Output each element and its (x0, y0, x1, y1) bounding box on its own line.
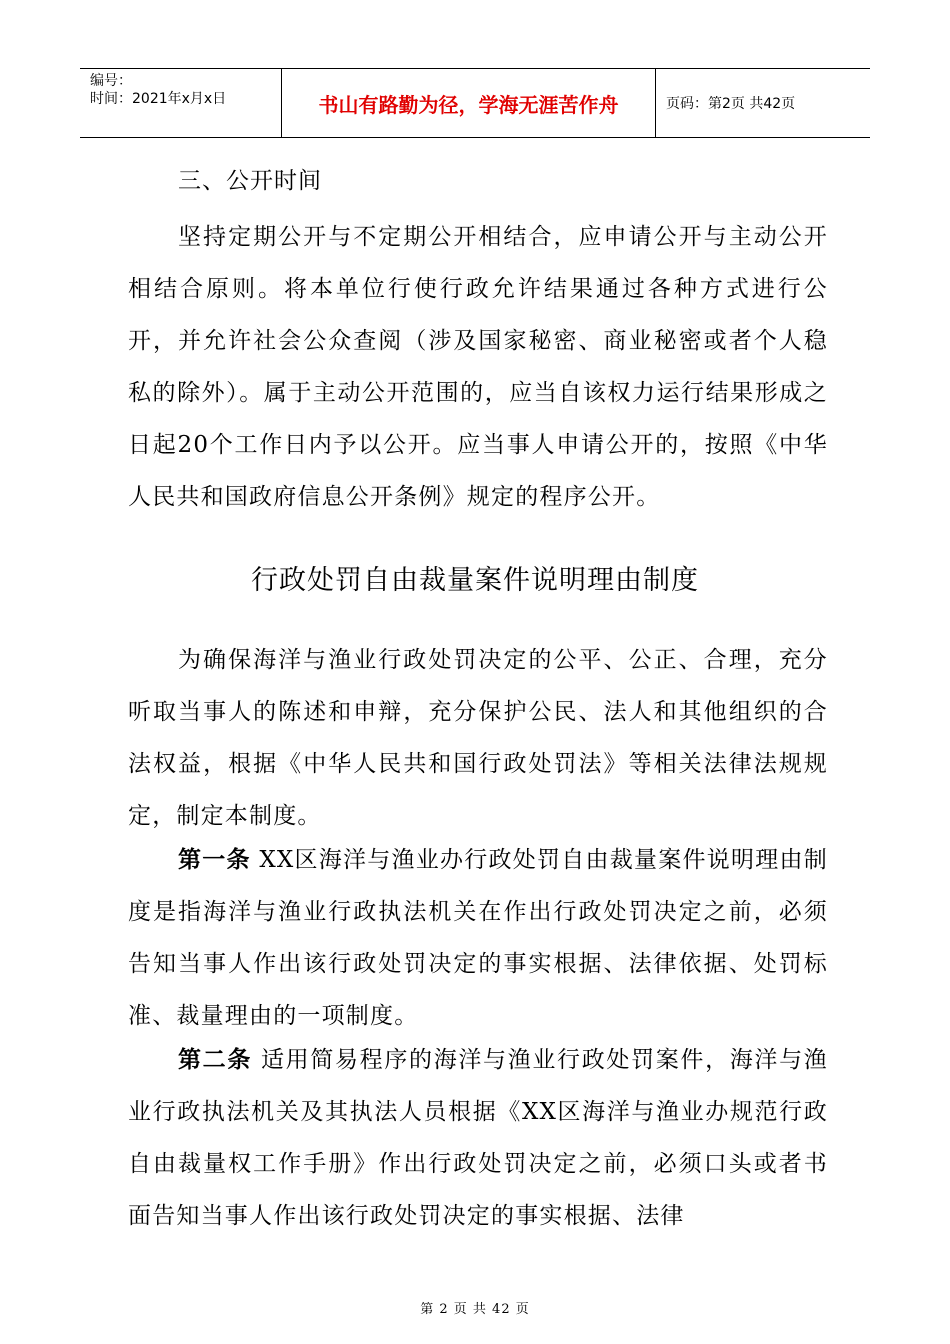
article-2-text: 适用简易程序的海洋与渔业行政处罚案件，海洋与渔业行政执法机关及其执法人员根据《XX区海洋与渔业办规范行政自由裁量权工作手册》作出行政处罚决定之前，必须口头或者书面告知当事人作出该行政处罚决定的事实根据、法律 (128, 1047, 828, 1229)
intro-paragraph: 为确保海洋与渔业行政处罚决定的公平、公正、合理，充分听取当事人的陈述和申辩，充分保护公民、法人和其他组织的合法权益，根据《中华人民共和国行政处罚法》等相关法律法规规定，制定本制度。 (128, 647, 828, 829)
document-date: 时间：2021年x月x日 (90, 91, 227, 107)
article-1 (128, 834, 828, 1042)
document-number: 编号： (90, 73, 132, 89)
article-2 (128, 1034, 828, 1242)
section-paragraph: 坚持定期公开与不定期公开相结合，应申请公开与主动公开相结合原则。将本单位行使行政允许结果通过各种方式进行公开，并允许社会公众查阅（涉及国家秘密、商业秘密或者个人稳私的除外）。属于主动公开范围的，应当自该权力运行结果形成之日起20个工作日内予以公开。应当事人申请公开的，按照《中华人民共和国政府信息公开条例》规定的程序公开。 (128, 224, 828, 510)
header-motto: 书山有路勤为径，学海无涯苦作舟 (282, 69, 656, 137)
document-title: 行政处罚自由裁量案件说明理由制度 (251, 565, 699, 596)
header-meta (80, 69, 282, 137)
page-header (80, 68, 870, 138)
section-heading: 三、公开时间 (178, 168, 322, 194)
article-2-label: 第二条 (178, 1046, 253, 1073)
article-1-label: 第一条 (178, 846, 251, 873)
article-1-text: XX区海洋与渔业办行政处罚自由裁量案件说明理由制度是指海洋与渔业行政执法机关在作出行政处罚决定之前，必须告知当事人作出该行政处罚决定的事实根据、法律依据、处罚标准、裁量理由的一项制度。 (128, 847, 828, 1029)
page-footer: 第 2 页 共 42 页 (420, 1302, 530, 1317)
header-page-info: 页码：第2页 共42页 (666, 96, 796, 112)
